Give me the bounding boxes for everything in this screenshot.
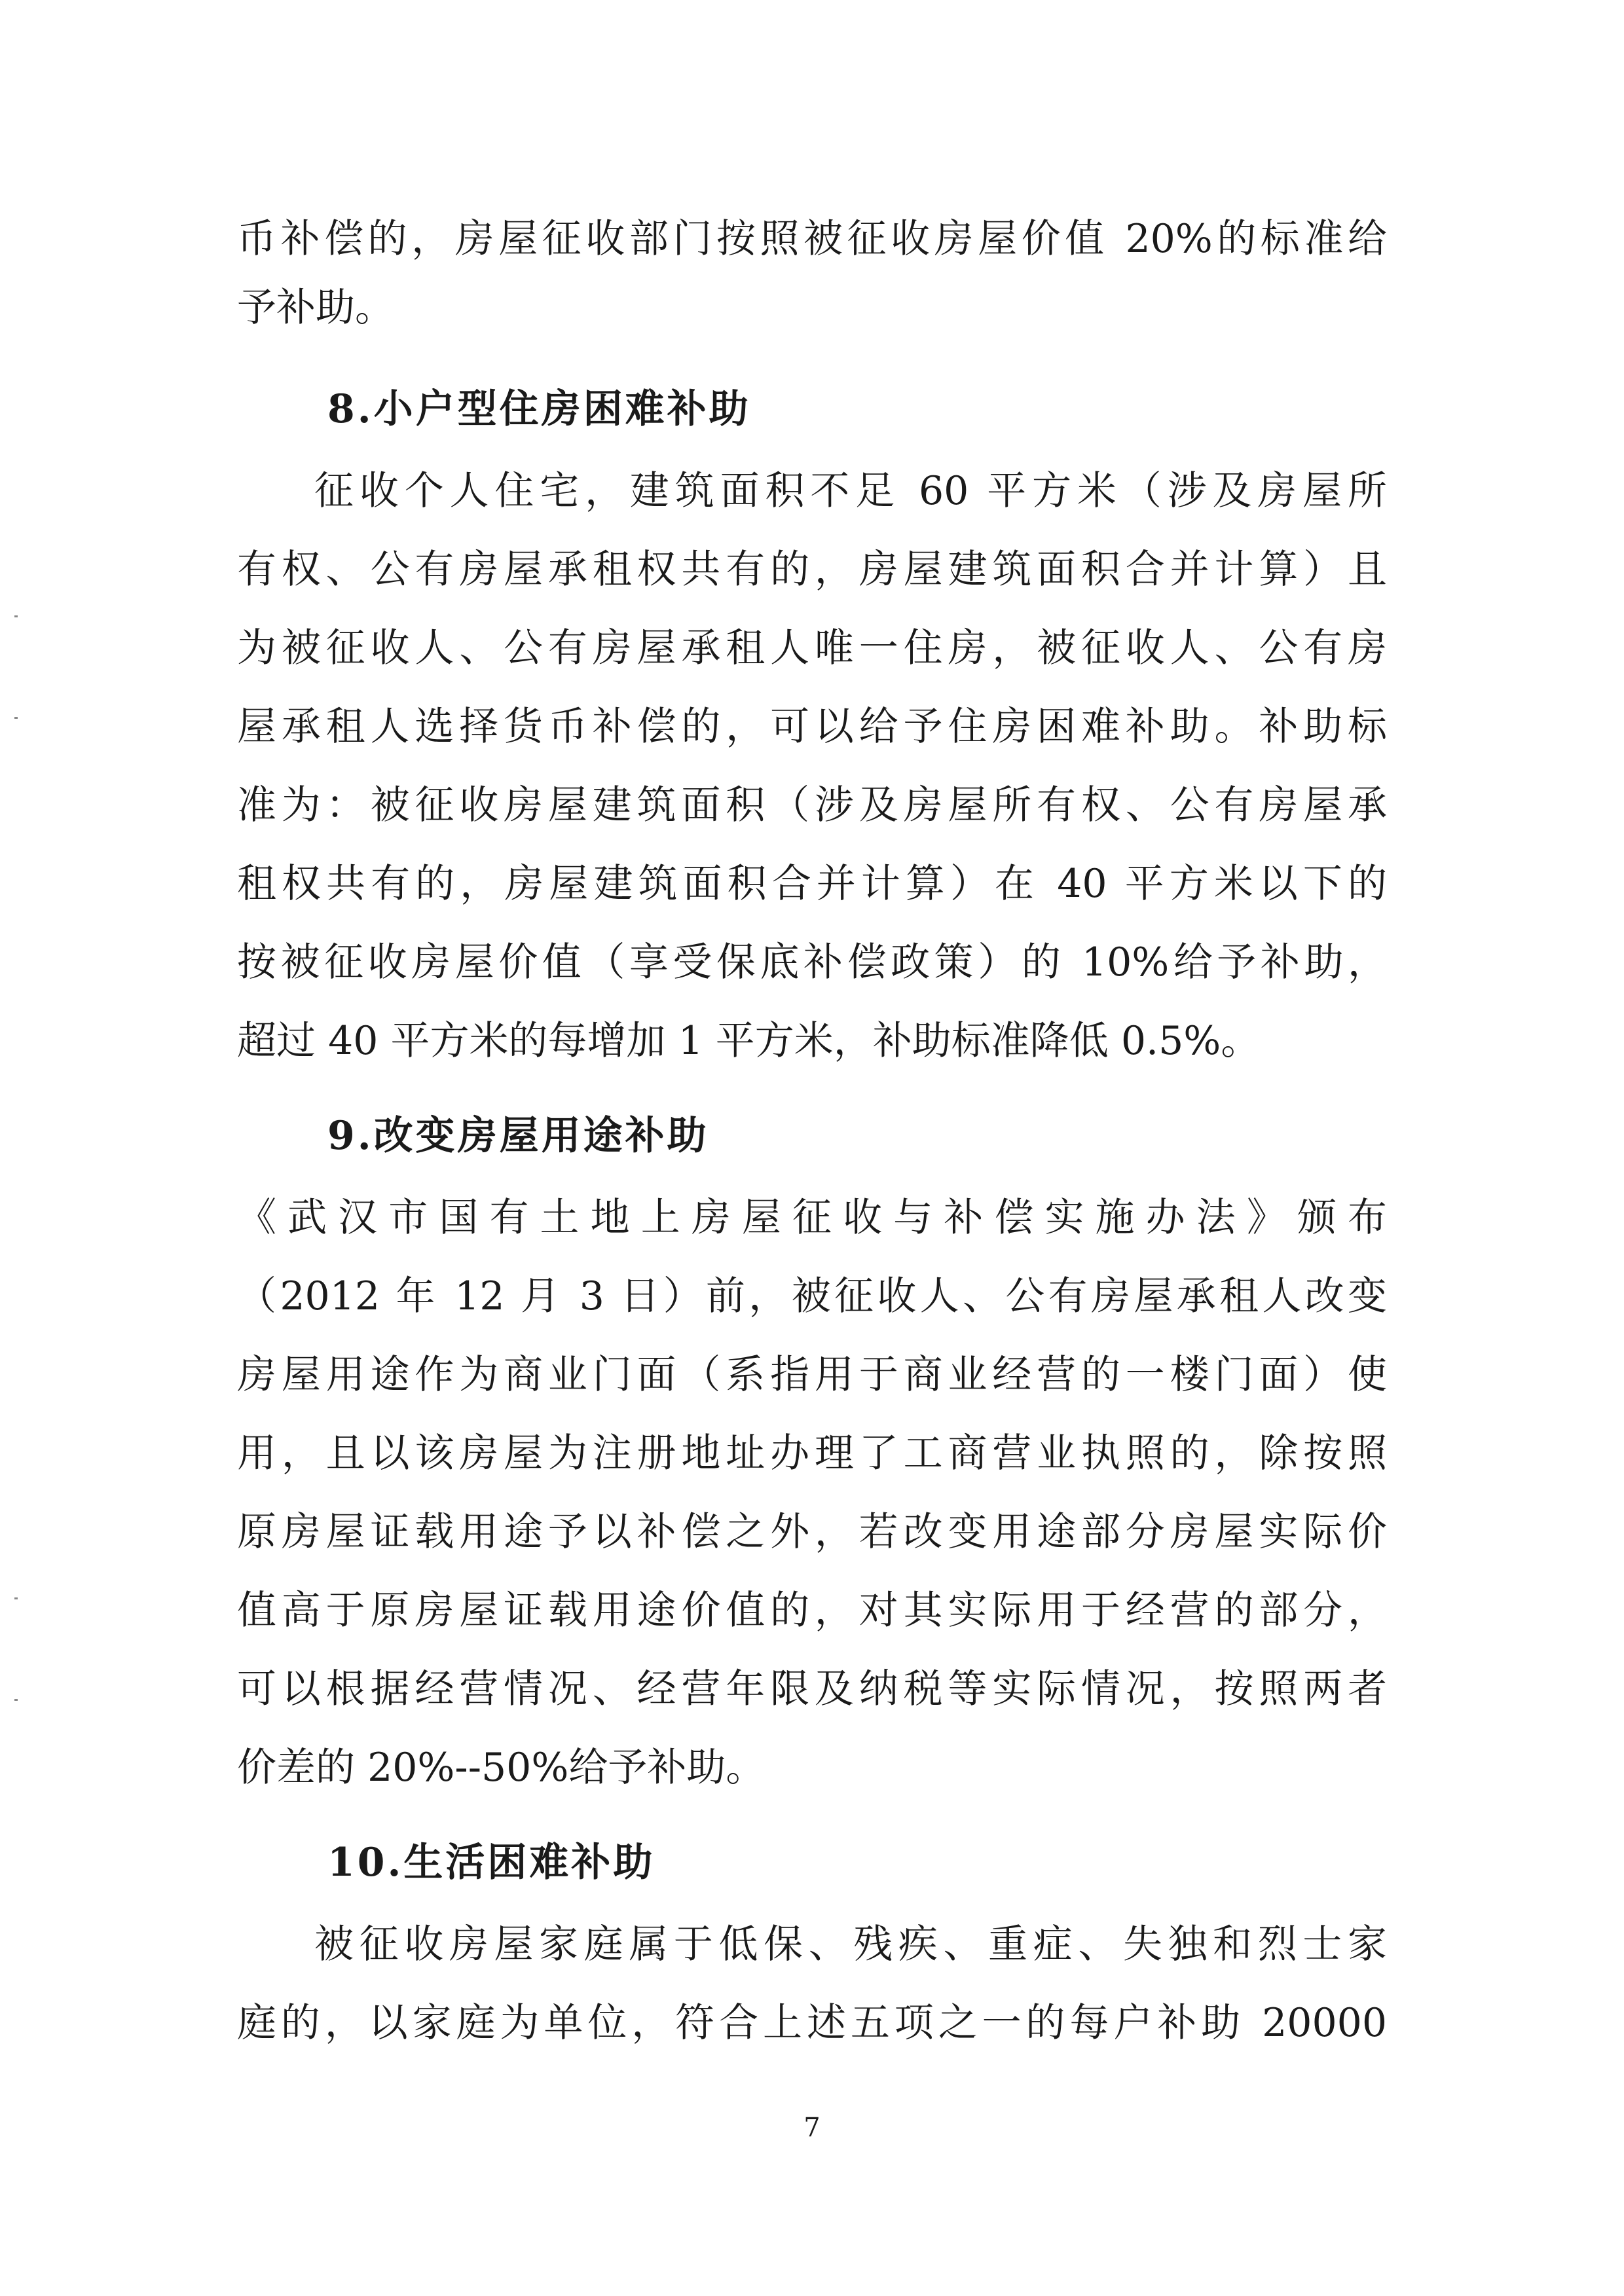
paragraph-line: 庭的，以家庭为单位，符合上述五项之一的每户补助 20000 xyxy=(237,2000,1387,2046)
paragraph-line: 予补助。 xyxy=(237,285,394,331)
paragraph-line: 房屋用途作为商业门面（系指用于商业经营的一楼门面）使 xyxy=(237,1352,1387,1398)
page-number: 7 xyxy=(803,2113,821,2143)
paragraph-line: 用，且以该房屋为注册地址办理了工商营业执照的，除按照 xyxy=(237,1430,1387,1476)
paragraph-line: 《武汉市国有土地上房屋征收与补偿实施办法》颁布 xyxy=(237,1195,1387,1241)
section-heading-10: 10.生活困难补助 xyxy=(327,1840,655,1886)
paragraph-line: 为被征收人、公有房屋承租人唯一住房，被征收人、公有房 xyxy=(237,625,1387,671)
paragraph-line: 可以根据经营情况、经营年限及纳税等实际情况，按照两者 xyxy=(237,1666,1387,1712)
scan-speck xyxy=(14,1699,18,1701)
paragraph-line: 币补偿的，房屋征收部门按照被征收房屋价值 20%的标准给 xyxy=(237,216,1387,262)
paragraph-line: 被征收房屋家庭属于低保、残疾、重症、失独和烈士家 xyxy=(314,1922,1387,1967)
paragraph-line: 征收个人住宅，建筑面积不足 60 平方米（涉及房屋所 xyxy=(314,468,1387,514)
paragraph-line: 按被征收房屋价值（享受保底补偿政策）的 10%给予补助， xyxy=(237,939,1387,985)
paragraph-line: 原房屋证载用途予以补偿之外，若改变用途部分房屋实际价 xyxy=(237,1509,1387,1555)
paragraph-line: （2012 年 12 月 3 日）前，被征收人、公有房屋承租人改变 xyxy=(237,1273,1387,1319)
scan-speck xyxy=(14,615,18,617)
paragraph-line: 租权共有的，房屋建筑面积合并计算）在 40 平方米以下的 xyxy=(237,861,1387,907)
scan-speck xyxy=(14,1597,18,1599)
section-heading-9: 9.改变房屋用途补助 xyxy=(327,1113,709,1159)
paragraph-line: 价差的 20%--50%给予补助。 xyxy=(237,1745,766,1791)
paragraph-line: 屋承租人选择货币补偿的，可以给予住房困难补助。补助标 xyxy=(237,704,1387,750)
paragraph-line: 值高于原房屋证载用途价值的，对其实际用于经营的部分， xyxy=(237,1588,1387,1633)
paragraph-line: 准为：被征收房屋建筑面积（涉及房屋所有权、公有房屋承 xyxy=(237,782,1387,828)
scan-speck xyxy=(14,717,18,719)
section-heading-8: 8.小户型住房困难补助 xyxy=(327,386,751,432)
paragraph-line: 有权、公有房屋承租权共有的，房屋建筑面积合并计算）且 xyxy=(237,547,1387,592)
paragraph-line: 超过 40 平方米的每增加 1 平方米，补助标准降低 0.5%。 xyxy=(237,1018,1261,1064)
